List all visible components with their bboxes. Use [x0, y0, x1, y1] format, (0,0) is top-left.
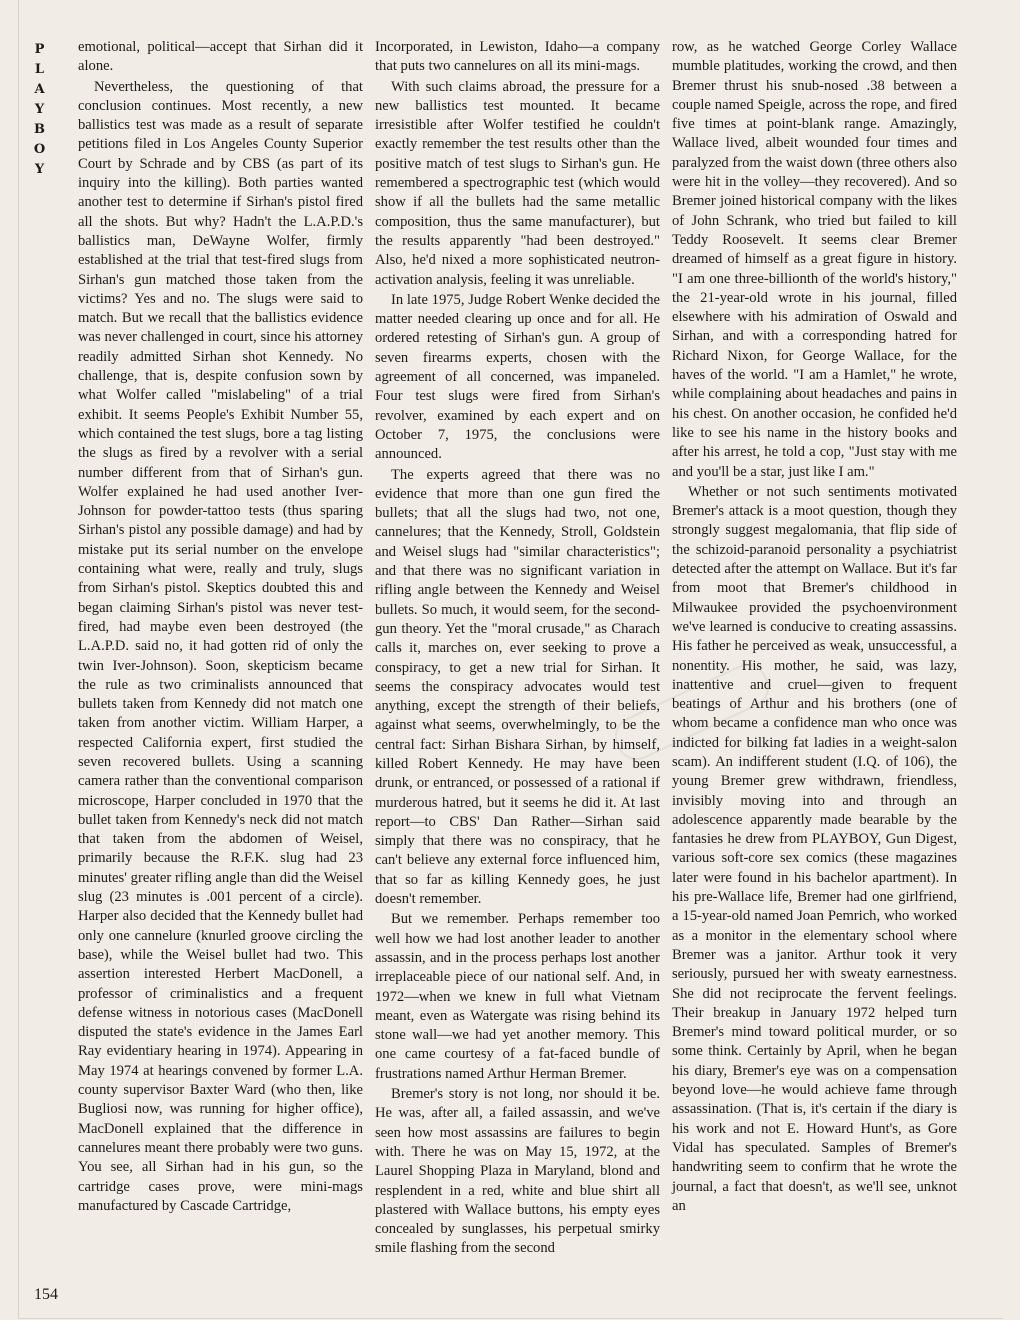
article-column-3	[672, 38, 957, 1216]
paragraph: The experts agreed that there was no evidence that more than one gun fired the bullets; that all the slugs had two, not one, cannelures; that the Kennedy, Stroll, Goldstein and Weisel slugs had "similar characteristics"; and that there was no significant variation in rifling angle between the Kennedy and Weisel bullets. So much, it would seem, for the second-gun theory. Yet the "moral crusade," as Charach calls it, marches on, ever seeking to prove a conspiracy, to get a new trial for Sirhan. It seems the conspiracy advocates would test anything, except the strength of their beliefs, against what seems, overwhelmingly, to be the central fact: Sirhan Bishara Sirhan, by himself, killed Robert Kennedy. He may have been drunk, or entranced, or possessed of a rational if murderous hatred, but it seems he did it. At last report—to CBS' Dan Rather—Sirhan said simply that there was no conspiracy, that he can't believe any external force influenced him, that so far as killing Kennedy goes, he just doesn't remember.	[375, 466, 660, 908]
paragraph: In late 1975, Judge Robert Wenke decided the matter needed clearing up once and for all. He ordered retesting of Sirhan's gun. A group of seven firearms experts, chosen with the agreement of all concerned, was impaneled. Four test slugs were fired from Sirhan's revolver, examined by each expert and on October 7, 1975, the conclusions were announced.	[375, 291, 660, 463]
paragraph: Whether or not such sentiments motivated Bremer's attack is a moot question, though they strongly suggest megalomania, that flip side of the schizoid-paranoid personality a psychiatrist detected after the attempt on Wallace. But it's far from moot that Bremer's childhood in Milwaukee provided the psychoenvironment we've learned is conducive to creating assassins. His father he perceived as weak, unsuccessful, a nonentity. His mother, he said, was lazy, inattentive and cruel—given to frequent beatings of Arthur and his brothers (one of whom became a confidence man who once was indicted for bilking fat ladies in a weight-salon scam). An indifferent student (I.Q. of 106), the young Bremer grew withdrawn, friendless, invisibly moving into and through an adolescence apparently made bearable by the fantasies he drew from PLAYBOY, Gun Digest, various soft-core sex comics (these magazines later were found in his bachelor apartment). In his pre-Wallace life, Bremer had one girlfriend, a 15-year-old named Joan Pemrich, who worked as a monitor in the elementary school where Bremer was a janitor. Arthur took it very seriously, pursued her with sweaty earnestness. She did not reciprocate the fervent feelings. Their breakup in January 1972 helped turn Bremer's mind toward political murder, or so some think. Certainly by April, when he began his diary, Bremer's eye was on a compensation beyond love—he would achieve fame through assassination. (That is, it's certain if the diary is his work and not E. Howard Hunt's, as Gore Vidal has speculated. Samples of Bremer's handwriting seem to confirm that he wrote the journal, a fact that doesn't, as we'll see, unknot an	[672, 483, 957, 1214]
paragraph: Bremer's story is not long, nor should it be. He was, after all, a failed assassin, and we've seen how most assassins are failures to begin with. There he was on May 15, 1972, at the Laurel Shopping Plaza in Maryland, blond and resplendent in a red, white and blue shirt all plastered with Wallace buttons, his empty eyes concealed by sunglasses, his perpetual smirky smile flashing from the second	[375, 1086, 660, 1257]
paragraph: Incorporated, in Lewiston, Idaho—a company that puts two cannelures on all its mini-mags.	[375, 39, 660, 75]
magazine-letter: Y	[34, 102, 46, 117]
magazine-name-vertical	[30, 40, 50, 180]
paragraph: With such claims abroad, the pressure for a new ballistics test mounted. It became irresistible after Wolfer testified he couldn't exactly remember the test results other than the positive match of test slugs to Sirhan's gun. He remembered a spectrographic test (which would show if all the bullets had the same metallic composition, thus the same manufacturer), but the results apparently "had been destroyed." Also, he'd nixed a more sophisticated neutron-activation analysis, feeling it was unreliable.	[375, 78, 660, 288]
article-column-1	[78, 38, 363, 1216]
magazine-letter: P	[34, 42, 46, 57]
paragraph: Nevertheless, the questioning of that conclusion continues. Most recently, a new ballistics test was made as a result of separate petitions filed in Los Angeles County Superior Court by Schrade and by CBS (as part of its inquiry into the killing). Both parties wanted another test to determine if Sirhan's pistol fired all the shots. But why? Hadn't the L.A.P.D.'s ballistics man, DeWayne Wolfer, firmly established at the trial that test-fired slugs from Sirhan's gun matched those taken from the victims? Yes and no. The slugs were said to match. But we recall that the ballistics evidence was never challenged in court, since his attorney readily admitted Sirhan shot Kennedy. No challenge, that is, despite confusion sown by what Wolfer called "mislabeling" of a trial exhibit. It seems People's Exhibit Number 55, which contained the test slugs, bore a tag listing the slugs as fired by a revolver with a serial number different from that of Sirhan's gun. Wolfer explained he had used another Iver-Johnson for powder-tattoo tests (thus sparing Sirhan's pistol any possible damage) and had by mistake put its serial number on the envelope containing what were, really and truly, slugs from Sirhan's pistol. Skeptics doubted this and began claiming Sirhan's pistol was never test-fired, had maybe even been destroyed (the L.A.P.D. said no, it had gotten rid of only the twin Iver-Johnson). Soon, skepticism became the rule as two criminalists announced that bullets taken from Kennedy did not match one taken from another victim. William Harper, a respected California expert, first studied the seven recovered bullets. Using a scanning camera rather than the conventional comparison microscope, Harper concluded in 1970 that the bullet taken from Kennedy's neck did not match that taken from the abdomen of Weisel, primarily because the R.F.K. slug had 23 minutes' greater rifling angle than did the Weisel slug (23 minutes is .001 percent of a circle). Harper also decided that the Kennedy bullet had only one cannelure (knurled groove circling the base), while the Weisel bullet had two. This assertion interested Herbert MacDonell, a professor of criminalistics and a frequent defense witness in notorious cases (MacDonell disputed the state's evidence in the James Earl Ray evidentiary hearing in 1974). Appearing in May 1974 at hearings convened by former L.A. county supervisor Baxter Ward (who then, like Bugliosi now, was running for higher office), MacDonell explained that the difference in cannelures meant there probably were two guns. You see, all Sirhan had in his gun, so the cartridge cases prove, were mini-mags manufactured by Cascade Cartridge,	[78, 78, 363, 1214]
magazine-letter: B	[34, 122, 46, 137]
magazine-letter: Y	[34, 162, 46, 177]
magazine-letter: L	[34, 62, 46, 77]
paragraph: row, as he watched George Corley Wallace mumble platitudes, working the crowd, and then Bremer thrust his snub-nosed .38 between a couple named Speigle, across the rope, and fired five times at point-blank range. Amazingly, Wallace lived, albeit wounded four times and paralyzed from the waist down (three others also were hit in the volley—they recovered). And so Bremer joined historical company with the likes of John Schrank, who tried but failed to kill Teddy Roosevelt. It seems clear Bremer dreamed of himself as a great figure in history. "I am one three-billionth of the world's history," the 21-year-old wrote in his journal, filled elsewhere with his admiration of Oswald and Sirhan, and with a corresponding hatred for Richard Nixon, for George Wallace, for the haves of the world. "I am a Hamlet," he wrote, while complaining about headaches and pains in his chest. On another occasion, he confided he'd like to see his name in the history books and after his arrest, he told a cop, "Just stay with me and you'll be a star, just like I am."	[672, 39, 957, 480]
magazine-letter: O	[33, 142, 47, 157]
paragraph: But we remember. Perhaps remember too well how we had lost another leader to another assassin, and in the process perhaps lost another irreplaceable piece of our national self. And, in 1972—when we knew in full what Vietnam meant, even as Watergate was rising behind its stone wall—we had yet another memory. This one came courtesy of a fat-faced bundle of frustrations named Arthur Herman Bremer.	[375, 911, 660, 1082]
magazine-letter: A	[34, 82, 46, 97]
page-number: 154	[34, 1286, 58, 1303]
article-column-2	[375, 38, 660, 1259]
paragraph: emotional, political—accept that Sirhan did it alone.	[78, 39, 363, 75]
